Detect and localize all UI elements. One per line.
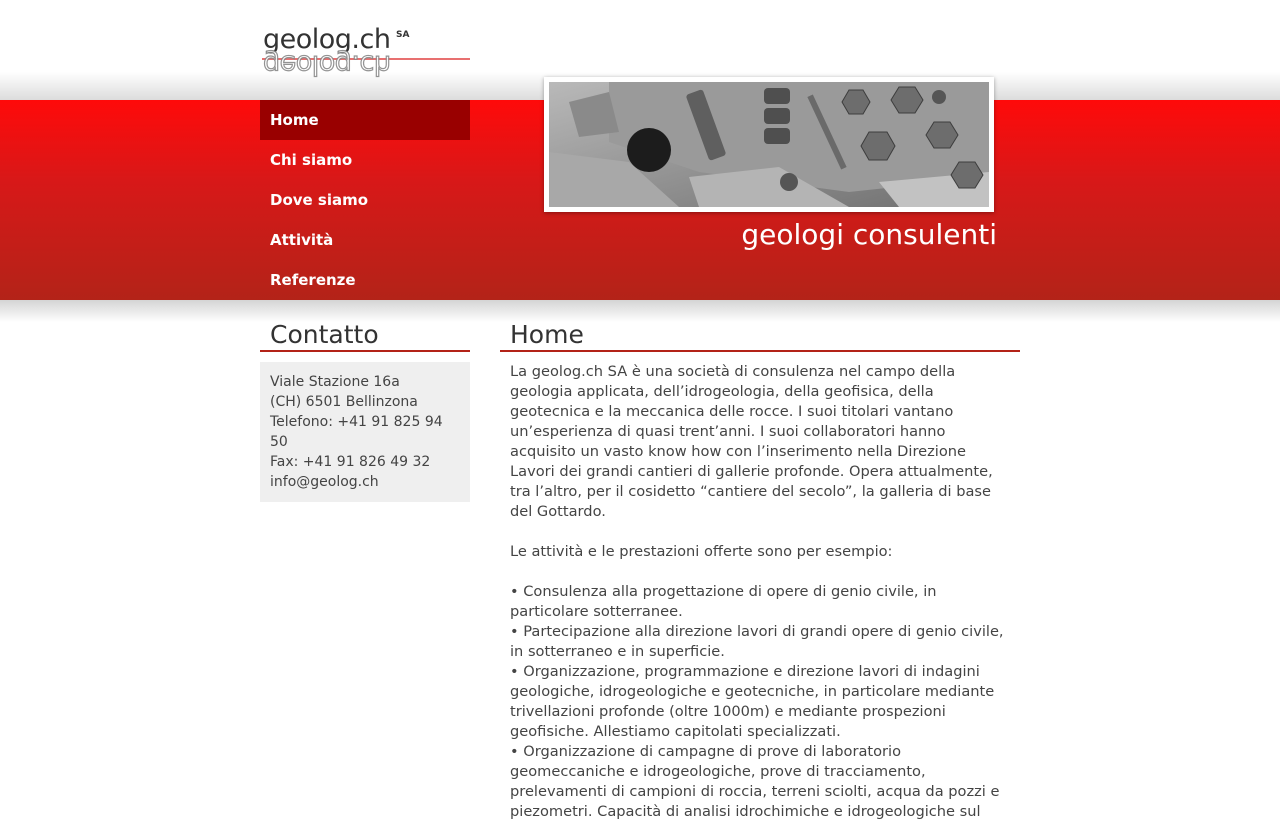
nav-item-chi-siamo[interactable]: Chi siamo [270, 151, 353, 169]
list-item: • Consulenza alla progettazione di opere di genio civile, in particolare sotterranee. [510, 583, 937, 620]
nav-item-dove-siamo[interactable]: Dove siamo [270, 191, 369, 209]
contact-address-line1: Viale Stazione 16a [270, 374, 400, 390]
nav-item-referenze[interactable]: Referenze [270, 271, 356, 289]
page-title-divider [500, 350, 1020, 352]
list-item: • Partecipazione alla direzione lavori di grandi opere di genio civile, in sotterraneo e in superficie. [510, 623, 1004, 660]
header-bottom-fade [0, 300, 1280, 322]
logo-superscript: SA [396, 30, 410, 40]
list-item: • Organizzazione, programmazione e direzione lavori di indagini geologiche, idrogeologiche e geotecniche, in particolare mediante trivellazioni profonde (oltre 1000m) e mediante prospezioni geofisiche. Allestiamo capitolati specializzati. [510, 663, 995, 740]
header-photo-graphic [549, 82, 989, 207]
main-nav [260, 100, 470, 300]
logo-text: geolog.ch [263, 24, 391, 55]
intro-paragraph: La geolog.ch SA è una società di consulenza nel campo della geologia applicata, dell’idrogeologia, della geofisica, della geotecnica e la meccanica delle rocce. I suoi titolari vantano un’esperienza di quasi trent’anni. I suoi collaboratori hanno acquisito un vasto know how con l’inserimento nella Direzione Lavori dei grandi cantieri di gallerie profonde. Opera attualmente, tra l’altro, per il cosidetto “cantiere del secolo”, la galleria di base del Gottardo. [510, 363, 993, 520]
contact-box [260, 362, 470, 502]
services-list [510, 582, 1010, 822]
logo-reflection: geolog.ch [263, 49, 391, 80]
list-intro: Le attività e le prestazioni offerte sono per esempio: [510, 543, 893, 560]
header-tagline: geologi consulenti [741, 218, 997, 251]
sidebar-divider [260, 350, 470, 352]
nav-item-home[interactable]: Home [260, 100, 470, 140]
main-content [510, 362, 1010, 822]
site-logo[interactable] [260, 24, 472, 96]
tunnel-boring-machine-photo [549, 82, 989, 207]
contact-email[interactable]: info@geolog.ch [270, 474, 379, 490]
contact-fax: Fax: +41 91 826 49 32 [270, 454, 431, 470]
page-title: Home [510, 320, 584, 349]
contact-address-line2: (CH) 6501 Bellinzona [270, 394, 418, 410]
list-item: • Organizzazione di campagne di prove di laboratorio geomeccaniche e idrogeologiche, prove di tracciamento, prelevamenti di campioni di roccia, terreni sciolti, acqua da pozzi e piezometri. Capacità di analisi idrochimiche e idrogeologiche sul [510, 743, 1000, 820]
header-photo-frame [544, 77, 994, 212]
sidebar-title: Contatto [270, 320, 379, 349]
contact-phone: Telefono: +41 91 825 94 50 [270, 414, 443, 450]
nav-item-attivita[interactable]: Attività [270, 231, 334, 249]
